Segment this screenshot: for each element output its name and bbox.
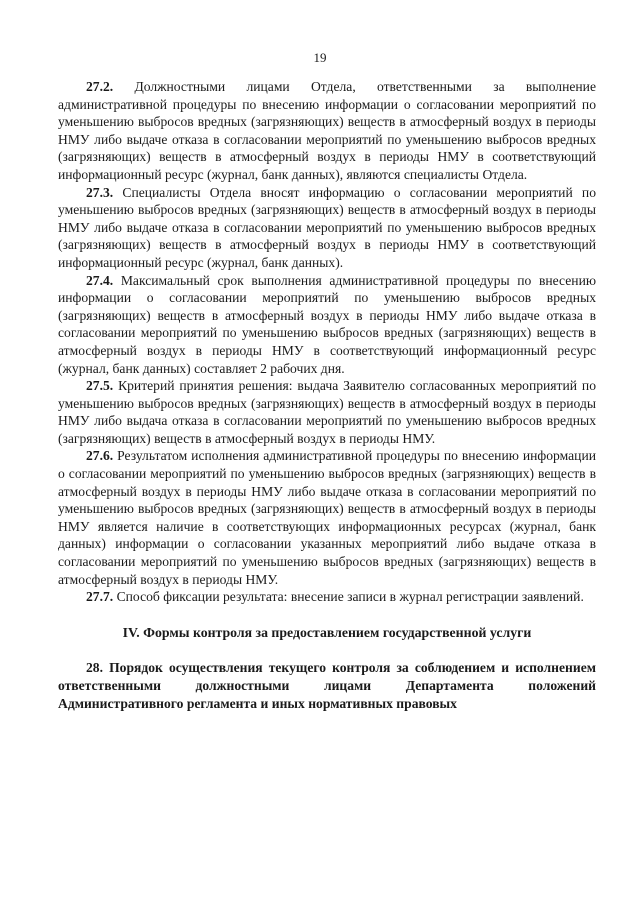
paragraph-text: Критерий принятия решения: выдача Заявителю согласованных мероприятий по уменьшению выбросов вредных (загрязняющих) веществ в атмосферный воздух в периоды НМУ либо выдача отказа в согласовании мероприятий по уменьшению выбросов вредных (загрязняющих) веществ в атмосферный воздух в периоды НМУ.	[58, 378, 596, 446]
paragraph-27-3	[58, 184, 596, 272]
paragraph-27-7	[58, 588, 596, 606]
paragraph-text: Специалисты Отдела вносят информацию о согласовании мероприятий по уменьшению выбросов вредных (загрязняющих) веществ в атмосферный воздух в периоды НМУ либо выдаче отказа в согласовании мероприятий по уменьшению выбросов вредных (загрязняющих) веществ в атмосферный воздух в периоды НМУ в соответствующий информационный ресурс (журнал, банк данных).	[58, 184, 596, 270]
paragraph-text: Должностными лицами Отдела, ответственными за выполнение административной процедуры по внесению информации о согласовании мероприятий по уменьшению выбросов вредных (загрязняющих) веществ в атмосферный воздух в периоды НМУ либо выдаче отказа в согласовании мероприятий по уменьшению выбросов вредных (загрязняющих) веществ в атмосферный воздух в периоды НМУ в соответствующий информационный ресурс (журнал, банк данных), являются специалисты Отдела.	[58, 79, 596, 182]
paragraph-number: 27.2.	[86, 79, 114, 94]
paragraph-number: 27.6.	[86, 448, 114, 464]
paragraph-28: 28. Порядок осуществления текущего контроля за соблюдением и исполнением ответственными должностными лицами Департамента положений Административного регламента и иных нормативных правовых	[58, 660, 596, 711]
document-body	[58, 78, 596, 712]
paragraph-text: Результатом исполнения административной процедуры по внесению информации о согласовании мероприятий по уменьшению выбросов вредных (загрязняющих) веществ в атмосферный воздух в периоды НМУ либо выдаче отказа в согласовании мероприятий по уменьшению выбросов вредных (загрязняющих) веществ в атмосферный воздух в периоды НМУ является наличие в соответствующих информационных ресурсах (журнал, банк данных) информации о согласовании указанных мероприятий либо выдаче отказа в согласовании мероприятий по уменьшению выбросов вредных (загрязняющих) веществ в атмосферный воздух в периоды НМУ.	[58, 448, 596, 587]
paragraph-number: 27.7.	[86, 589, 114, 605]
paragraph-27-2	[58, 78, 596, 184]
paragraph-number: 27.4.	[86, 272, 114, 288]
paragraph-number: 27.5.	[86, 378, 114, 394]
paragraph-27-4	[58, 272, 596, 378]
paragraph-27-6	[58, 447, 596, 588]
paragraph-number: 27.3.	[86, 184, 114, 200]
section-heading: IV. Формы контроля за предоставлением государственной услуги	[122, 624, 532, 640]
paragraph-27-5	[58, 377, 596, 447]
paragraph-text: Максимальный срок выполнения административной процедуры по внесению информации о согласовании мероприятий по уменьшению выбросов вредных (загрязняющих) веществ в атмосферный воздух в периоды НМУ либо выдаче отказа в согласовании мероприятий по уменьшению выбросов вредных (загрязняющих) веществ в атмосферный воздух в периоды НМУ в соответствующий информационный ресурс (журнал, банк данных) составляет 2 рабочих дня.	[58, 272, 596, 376]
page-number: 19	[313, 50, 327, 65]
paragraph-text: Способ фиксации результата: внесение записи в журнал регистрации заявлений.	[113, 589, 584, 605]
